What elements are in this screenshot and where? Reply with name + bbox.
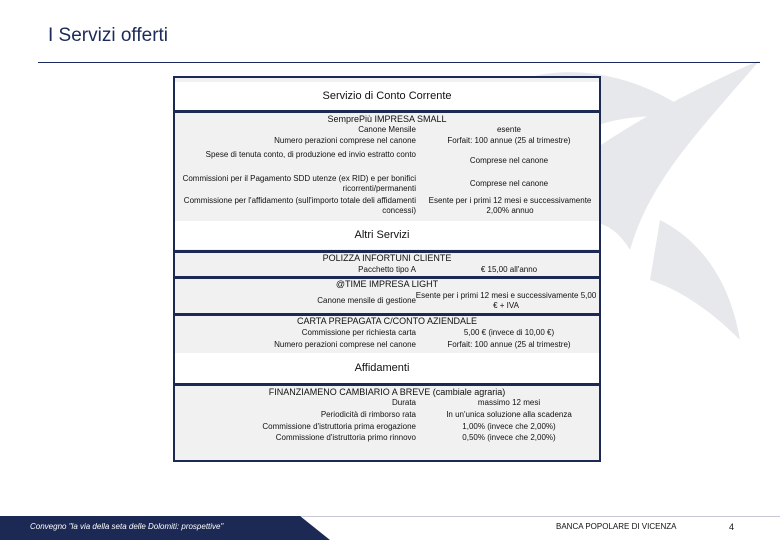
affidamenti-heading: Affidamenti — [175, 353, 599, 383]
affidamenti-label-2: Commissione d'istruttoria prima erogazione — [262, 422, 416, 431]
conto-value-2: Comprese nel canone — [469, 156, 549, 165]
footer-event: Convegno "la via della seta delle Dolomiti: prospettive" — [30, 522, 224, 531]
conto-value-0: esente — [496, 125, 522, 134]
carta-label-1: Numero perazioni comprese nel canone — [274, 340, 416, 349]
conto-label-4: Commissione per l'affidamento (sull'importo totale deli affidamenti concessi) — [183, 196, 416, 215]
carta-value-0: 5,00 € (invece di 10,00 €) — [463, 328, 555, 337]
conto-value-4: Esente per i primi 12 mesi e successivamente 2,00% annuo — [428, 196, 592, 215]
carta-value-1: Forfait: 100 annue (25 al trimestre) — [447, 340, 571, 349]
affidamenti-value-0: massimo 12 mesi — [477, 398, 541, 407]
affidamenti-title: FINANZIAMENO CAMBIARIO A BREVE (cambiale agraria) — [268, 387, 506, 397]
conto-label-2: Spese di tenuta conto, di produzione ed invio estratto conto — [205, 150, 416, 159]
affidamenti-value-2: 1,00% (invece che 2,00%) — [462, 422, 556, 431]
atime-label: Canone mensile di gestione — [317, 296, 416, 305]
atime-value: Esente per i primi 12 mesi e successivamente 5,00 € + IVA — [415, 291, 597, 310]
carta-label-0: Commissione per richiesta carta — [301, 328, 416, 337]
affidamenti-label-0: Durata — [391, 398, 416, 407]
carta-title: CARTA PREPAGATA C/CONTO AZIENDALE — [296, 316, 478, 326]
conto-label-3: Commissioni per il Pagamento SDD utenze (ex RID) e per bonifici ricorrenti/permanenti — [182, 174, 416, 193]
conto-band — [175, 110, 599, 113]
footer-bank-name: BANCA POPOLARE DI VICENZA — [556, 522, 677, 531]
conto-value-1: Forfait: 100 annue (25 al trimestre) — [447, 136, 571, 145]
conto-heading: Servizio di Conto Corrente — [175, 82, 599, 110]
polizza-title: POLIZZA INFORTUNI CLIENTE — [322, 253, 452, 263]
page-number: 4 — [729, 522, 735, 532]
affidamenti-band — [175, 383, 599, 386]
affidamenti-label-3: Commissione d'istruttoria primo rinnovo — [275, 433, 416, 442]
affidamenti-value-1: In un'unica soluzione alla scadenza — [446, 410, 572, 419]
conto-label-0: Canone Mensile — [358, 125, 416, 134]
atime-title: @TIME IMPRESA LIGHT — [335, 279, 439, 289]
conto-product: SemprePiù IMPRESA SMALL — [327, 114, 447, 124]
affidamenti-value-3: 0,50% (invece che 2,00%) — [462, 433, 556, 442]
conto-label-1: Numero perazioni comprese nel canone — [274, 136, 416, 145]
page-title: I Servizi offerti — [48, 25, 169, 46]
affidamenti-label-1: Periodicità di rimborso rata — [320, 410, 416, 419]
services-panel — [173, 76, 601, 462]
polizza-value: € 15,00 all'anno — [480, 265, 538, 274]
altri-heading: Altri Servizi — [175, 221, 599, 249]
polizza-label: Pacchetto tipo A — [358, 265, 416, 274]
conto-value-3: Comprese nel canone — [469, 179, 549, 188]
